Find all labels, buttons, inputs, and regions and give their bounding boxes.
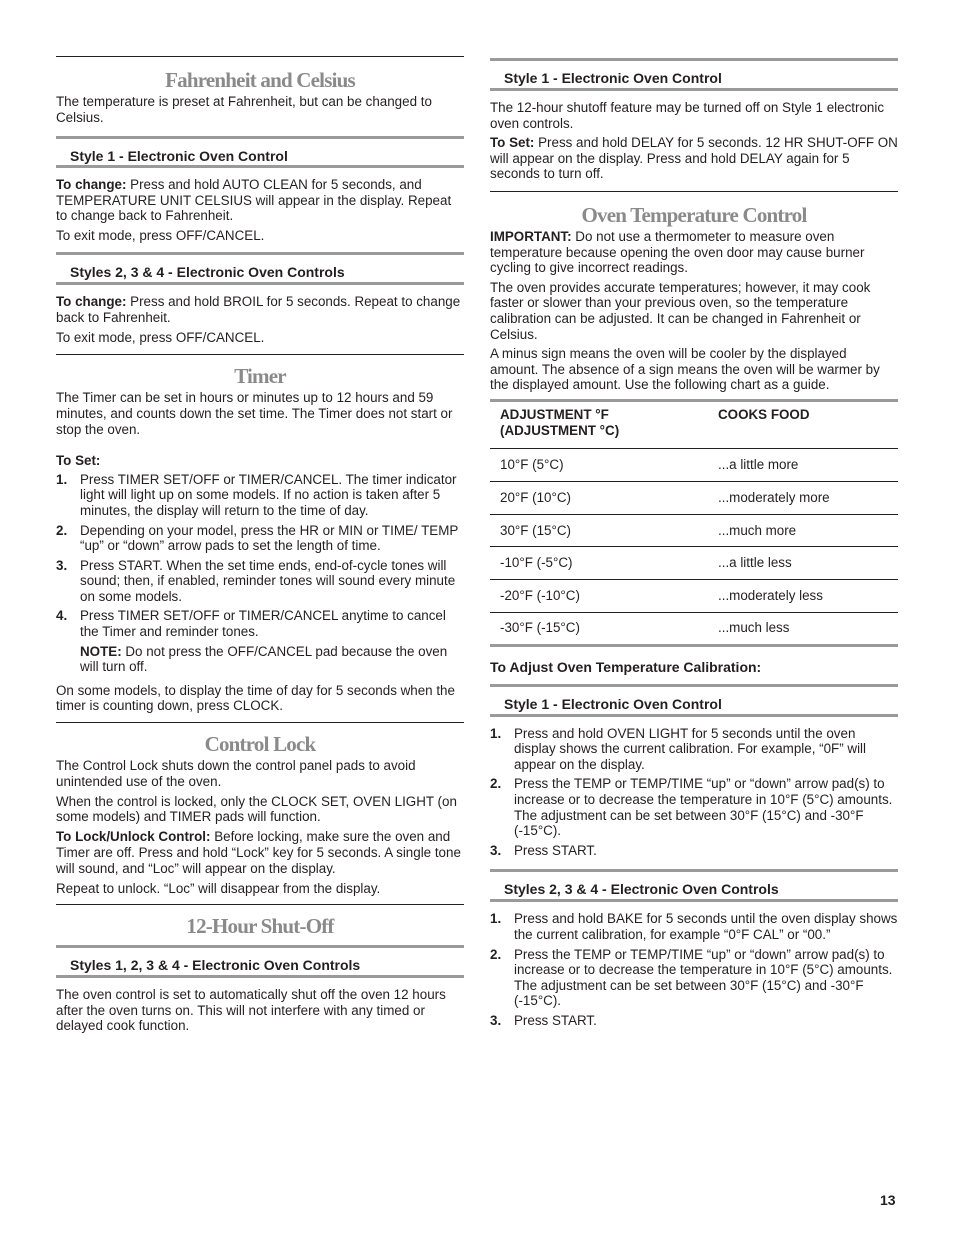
list-item: 2. Press the TEMP or TEMP/TIME “up” or “down” arrow pad(s) to increase or to decrease the temperature in 10°F (5°C) amounts. The adjustment can be set between 30°F (15°C) and -30°F (-15°C). bbox=[490, 946, 893, 1009]
timer-note: NOTE: Do not press the OFF/CANCEL pad because the oven will turn off. bbox=[80, 643, 448, 675]
left-column bbox=[56, 0, 464, 1034]
shutoff-style1-set: To Set: Press and hold DELAY for 5 seconds. 12 HR SHUT-OFF ON will appear on the display. Press and hold DELAY again for 5 seconds to turn off. bbox=[490, 135, 898, 182]
table-header-adjustment: ADJUSTMENT °F (ADJUSTMENT °C) bbox=[500, 406, 620, 438]
list-item: 3. Press START. bbox=[490, 1013, 597, 1028]
fahrenheit-intro: The temperature is preset at Fahrenheit, but can be changed to Celsius. bbox=[56, 94, 432, 125]
table-row: -20°F (-10°C) ...moderately less bbox=[490, 580, 898, 613]
control-lock-title: Control Lock bbox=[56, 722, 464, 756]
shutoff-text: The oven control is set to automatically shut off the oven 12 hours after the oven turns on. This will not interfere with any timed or delayed cook function. bbox=[56, 987, 446, 1034]
list-item: 1. Press and hold OVEN LIGHT for 5 seconds until the oven display shows the current calibration. For example, “0F” will appear on the display. bbox=[490, 725, 867, 772]
oven-temp-p3: A minus sign means the oven will be cooler by the displayed amount. The absence of a sign means the oven will be warmer by the displayed amount. Use the following chart as a guide. bbox=[490, 346, 880, 393]
shutoff-style1-heading: Style 1 - Electronic Oven Control bbox=[490, 58, 898, 91]
table-header-cooks-food: COOKS FOOD bbox=[718, 406, 810, 422]
timer-title: Timer bbox=[56, 354, 464, 388]
style1-exit-text: To exit mode, press OFF/CANCEL. bbox=[56, 228, 265, 244]
style1-heading: Style 1 - Electronic Oven Control bbox=[56, 136, 464, 168]
calib-styles234-steps bbox=[490, 911, 898, 1028]
list-item: 2. Depending on your model, press the HR or MIN or TIME/ TEMP “up” or “down” arrow pads to set the length of time. bbox=[56, 522, 459, 554]
calib-styles234-heading: Styles 2, 3 & 4 - Electronic Oven Controls bbox=[490, 869, 898, 902]
calibration-table bbox=[490, 399, 898, 647]
list-item: 4. Press TIMER SET/OFF or TIMER/CANCEL anytime to cancel the Timer and reminder tones. NOTE: Do not press the OFF/CANCEL pad because the oven will turn off. bbox=[56, 608, 464, 674]
page-number: 13 bbox=[880, 1192, 896, 1208]
timer-to-set: To Set: bbox=[56, 453, 101, 469]
shutoff-style1-p1: The 12-hour shutoff feature may be turned off on Style 1 electronic oven controls. bbox=[490, 100, 885, 131]
list-item: 3. Press START. bbox=[490, 842, 597, 858]
fahrenheit-celsius-title: Fahrenheit and Celsius bbox=[56, 56, 464, 92]
styles234-exit-text: To exit mode, press OFF/CANCEL. bbox=[56, 329, 265, 345]
list-item: 1. Press and hold BAKE for 5 seconds until the oven display shows the current calibration, for example “0°F CAL” or “00.” bbox=[490, 911, 898, 943]
list-item: 3. Press START. When the set time ends, end-of-cycle tones will sound; then, if enabled, reminder tones will sound every minute on some models. bbox=[56, 557, 456, 604]
styles234-heading: Styles 2, 3 & 4 - Electronic Oven Controls bbox=[56, 252, 464, 285]
style1-change-text: To change: Press and hold AUTO CLEAN for 5 seconds, and TEMPERATURE UNIT CELSIUS will appear in the display. Repeat to change back to Fahrenheit. bbox=[56, 177, 452, 224]
shutoff-title: 12-Hour Shut-Off bbox=[56, 904, 464, 938]
timer-clock-text: On some models, to display the time of day for 5 seconds when the timer is counting down, press CLOCK. bbox=[56, 682, 455, 714]
timer-intro: The Timer can be set in hours or minutes up to 12 hours and 59 minutes, and counts down the set time. The Timer does not start or stop the oven. bbox=[56, 390, 453, 437]
table-row: 10°F (5°C) ...a little more bbox=[490, 448, 898, 481]
oven-temp-title: Oven Temperature Control bbox=[490, 191, 898, 227]
control-lock-p3: To Lock/Unlock Control: Before locking, make sure the oven and Timer are off. Press and hold “Lock” key for 5 seconds. A single tone will sound, and “Loc” will appear on the display. bbox=[56, 829, 461, 876]
timer-steps bbox=[56, 472, 464, 675]
table-row: 30°F (15°C) ...much more bbox=[490, 514, 898, 547]
table-row: 20°F (10°C) ...moderately more bbox=[490, 481, 898, 514]
adjust-calibration-heading: To Adjust Oven Temperature Calibration: bbox=[490, 658, 762, 675]
table-row: -30°F (-15°C) ...much less bbox=[490, 612, 898, 645]
list-item: 2. Press the TEMP or TEMP/TIME “up” or “down” arrow pad(s) to increase or to decrease the temperature in 10°F (5°C) amounts. The adjustment can be set between 30°F (15°C) and -30°F (-15°C). bbox=[490, 776, 893, 839]
list-item: 1. Press TIMER SET/OFF or TIMER/CANCEL. The timer indicator light will light up on some models. If no action is taken after 5 minutes, the display will return to the time of day. bbox=[56, 471, 457, 518]
calib-style1-steps bbox=[490, 726, 898, 859]
oven-temp-important: IMPORTANT: Do not use a thermometer to measure oven temperature because opening the oven door may cause burner cycling to give incorrect readings. bbox=[490, 228, 865, 276]
table-row: -10°F (-5°C) ...a little less bbox=[490, 547, 898, 580]
control-lock-p2: When the control is locked, only the CLOCK SET, OVEN LIGHT (on some models) and TIMER pads will function. bbox=[56, 793, 457, 825]
oven-temp-p2: The oven provides accurate temperatures; however, it may cook faster or slower than your previous oven, so the temperature calibration can be adjusted. It can be changed in Fahrenheit or Celsius. bbox=[490, 279, 871, 342]
table-header-row bbox=[490, 400, 898, 448]
control-lock-p1: The Control Lock shuts down the control panel pads to avoid unintended use of the oven. bbox=[56, 758, 416, 789]
shutoff-styles-heading: Styles 1, 2, 3 & 4 - Electronic Oven Controls bbox=[56, 945, 464, 978]
styles234-change-text: To change: Press and hold BROIL for 5 seconds. Repeat to change back to Fahrenheit. bbox=[56, 294, 461, 325]
calib-style1-heading: Style 1 - Electronic Oven Control bbox=[490, 684, 898, 717]
right-column bbox=[490, 0, 898, 1029]
control-lock-p4: Repeat to unlock. “Loc” will disappear from the display. bbox=[56, 880, 381, 896]
